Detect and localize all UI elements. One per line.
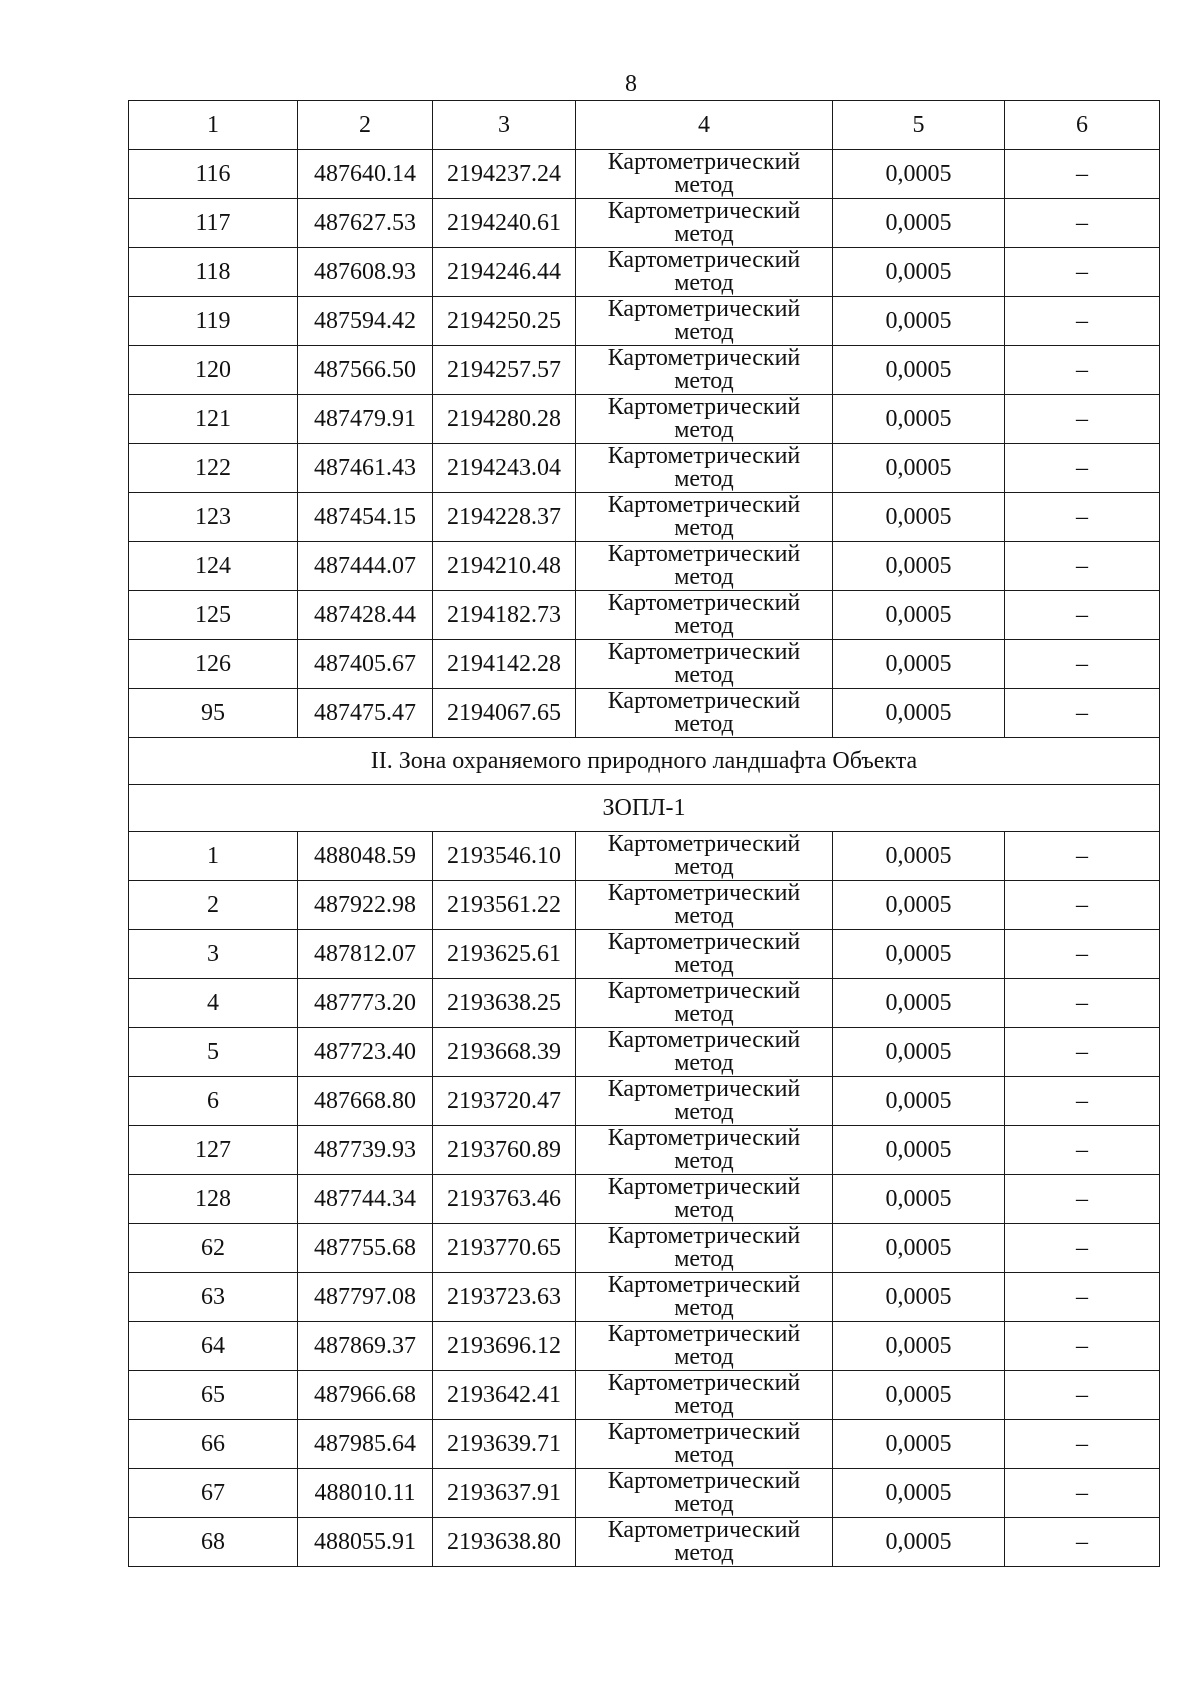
note-value: –: [1005, 881, 1160, 930]
method-line-2: метод: [674, 613, 734, 639]
point-number: 1: [129, 832, 298, 881]
coordinate-y: 2194243.04: [433, 444, 576, 493]
table-row: [129, 493, 1160, 542]
coordinate-y: 2193760.89: [433, 1126, 576, 1175]
table-row: [129, 689, 1160, 738]
table-row: [129, 1469, 1160, 1518]
coordinate-x: 487405.67: [298, 640, 433, 689]
method-cell: [576, 591, 833, 640]
method-line-1: Картометрический: [607, 639, 801, 665]
note-value: –: [1005, 346, 1160, 395]
note-value: –: [1005, 444, 1160, 493]
method-line-1: Картометрический: [607, 541, 801, 567]
coordinate-x: 487454.15: [298, 493, 433, 542]
method-cell: [576, 493, 833, 542]
accuracy-value: 0,0005: [833, 640, 1005, 689]
coordinate-y: 2194280.28: [433, 395, 576, 444]
table-row: [129, 640, 1160, 689]
method-line-2: метод: [674, 1050, 734, 1076]
note-value: –: [1005, 1469, 1160, 1518]
method-cell: [576, 1518, 833, 1567]
accuracy-value: 0,0005: [833, 591, 1005, 640]
method-line-2: метод: [674, 1540, 734, 1566]
method-cell: [576, 1175, 833, 1224]
table-row: [129, 930, 1160, 979]
coordinate-x: 488048.59: [298, 832, 433, 881]
point-number: 3: [129, 930, 298, 979]
point-number: 4: [129, 979, 298, 1028]
accuracy-value: 0,0005: [833, 297, 1005, 346]
point-number: 118: [129, 248, 298, 297]
coordinate-x: 487739.93: [298, 1126, 433, 1175]
coordinate-y: 2193638.80: [433, 1518, 576, 1567]
method-line-1: Картометрический: [607, 394, 801, 420]
method-line-2: метод: [674, 1344, 734, 1370]
accuracy-value: 0,0005: [833, 248, 1005, 297]
coordinate-x: 487475.47: [298, 689, 433, 738]
coordinate-x: 487966.68: [298, 1371, 433, 1420]
table-row: [129, 297, 1160, 346]
coordinate-x: 487627.53: [298, 199, 433, 248]
accuracy-value: 0,0005: [833, 1420, 1005, 1469]
table-header-row: [129, 101, 1160, 150]
method-line-2: метод: [674, 1442, 734, 1468]
accuracy-value: 0,0005: [833, 493, 1005, 542]
method-line-2: метод: [674, 952, 734, 978]
coordinate-x: 487428.44: [298, 591, 433, 640]
method-line-2: метод: [674, 417, 734, 443]
note-value: –: [1005, 1028, 1160, 1077]
coordinate-y: 2193723.63: [433, 1273, 576, 1322]
accuracy-value: 0,0005: [833, 689, 1005, 738]
table-row: [129, 1371, 1160, 1420]
note-value: –: [1005, 1273, 1160, 1322]
table-row: [129, 444, 1160, 493]
note-value: –: [1005, 1077, 1160, 1126]
coordinate-x: 487922.98: [298, 881, 433, 930]
coordinate-y: 2193546.10: [433, 832, 576, 881]
table-row: [129, 881, 1160, 930]
method-line-2: метод: [674, 368, 734, 394]
method-cell: [576, 689, 833, 738]
section-title-row: [129, 738, 1160, 785]
note-value: –: [1005, 1126, 1160, 1175]
accuracy-value: 0,0005: [833, 1126, 1005, 1175]
header-cell: 2: [298, 101, 433, 150]
method-line-1: Картометрический: [607, 1223, 801, 1249]
point-number: 5: [129, 1028, 298, 1077]
coordinate-y: 2193638.25: [433, 979, 576, 1028]
table-row: [129, 395, 1160, 444]
accuracy-value: 0,0005: [833, 444, 1005, 493]
accuracy-value: 0,0005: [833, 979, 1005, 1028]
coordinate-y: 2194246.44: [433, 248, 576, 297]
point-number: 117: [129, 199, 298, 248]
point-number: 127: [129, 1126, 298, 1175]
method-line-2: метод: [674, 1197, 734, 1223]
note-value: –: [1005, 395, 1160, 444]
point-number: 116: [129, 150, 298, 199]
point-number: 6: [129, 1077, 298, 1126]
accuracy-value: 0,0005: [833, 1518, 1005, 1567]
note-value: –: [1005, 1224, 1160, 1273]
note-value: –: [1005, 248, 1160, 297]
coordinate-x: 487744.34: [298, 1175, 433, 1224]
accuracy-value: 0,0005: [833, 1469, 1005, 1518]
coordinate-y: 2193763.46: [433, 1175, 576, 1224]
point-number: 2: [129, 881, 298, 930]
method-line-1: Картометрический: [607, 1076, 801, 1102]
coordinate-y: 2194210.48: [433, 542, 576, 591]
coordinate-y: 2194067.65: [433, 689, 576, 738]
method-cell: [576, 248, 833, 297]
method-line-2: метод: [674, 711, 734, 737]
note-value: –: [1005, 542, 1160, 591]
accuracy-value: 0,0005: [833, 150, 1005, 199]
coordinate-x: 487640.14: [298, 150, 433, 199]
method-line-2: метод: [674, 1148, 734, 1174]
method-line-2: метод: [674, 270, 734, 296]
coordinate-x: 487812.07: [298, 930, 433, 979]
coordinates-table: [128, 100, 1160, 1567]
method-line-2: метод: [674, 1393, 734, 1419]
table-row: [129, 1273, 1160, 1322]
coordinate-y: 2193668.39: [433, 1028, 576, 1077]
method-line-1: Картометрический: [607, 247, 801, 273]
coordinate-y: 2194142.28: [433, 640, 576, 689]
coordinate-y: 2194228.37: [433, 493, 576, 542]
method-line-1: Картометрический: [607, 198, 801, 224]
table-row: [129, 199, 1160, 248]
method-line-1: Картометрический: [607, 149, 801, 175]
table-row: [129, 542, 1160, 591]
note-value: –: [1005, 493, 1160, 542]
coordinate-y: 2193561.22: [433, 881, 576, 930]
table-row: [129, 1224, 1160, 1273]
point-number: 63: [129, 1273, 298, 1322]
method-line-1: Картометрический: [607, 296, 801, 322]
point-number: 121: [129, 395, 298, 444]
note-value: –: [1005, 832, 1160, 881]
method-cell: [576, 640, 833, 689]
method-cell: [576, 832, 833, 881]
method-cell: [576, 881, 833, 930]
method-cell: [576, 346, 833, 395]
note-value: –: [1005, 1371, 1160, 1420]
method-line-1: Картометрический: [607, 1027, 801, 1053]
method-line-1: Картометрический: [607, 590, 801, 616]
coordinate-x: 487668.80: [298, 1077, 433, 1126]
point-number: 128: [129, 1175, 298, 1224]
subsection-title: ЗОПЛ-1: [129, 785, 1160, 832]
method-cell: [576, 1126, 833, 1175]
note-value: –: [1005, 1420, 1160, 1469]
method-line-2: метод: [674, 564, 734, 590]
method-cell: [576, 1371, 833, 1420]
coordinate-x: 487755.68: [298, 1224, 433, 1273]
point-number: 65: [129, 1371, 298, 1420]
accuracy-value: 0,0005: [833, 1175, 1005, 1224]
method-line-1: Картометрический: [607, 929, 801, 955]
coordinate-x: 487608.93: [298, 248, 433, 297]
method-line-2: метод: [674, 319, 734, 345]
method-line-2: метод: [674, 466, 734, 492]
method-line-2: метод: [674, 1295, 734, 1321]
page-number: 8: [625, 71, 637, 97]
method-line-1: Картометрический: [607, 688, 801, 714]
point-number: 122: [129, 444, 298, 493]
coordinate-y: 2193625.61: [433, 930, 576, 979]
note-value: –: [1005, 297, 1160, 346]
method-cell: [576, 444, 833, 493]
method-line-1: Картометрический: [607, 1370, 801, 1396]
coordinate-y: 2193642.41: [433, 1371, 576, 1420]
coordinate-y: 2193639.71: [433, 1420, 576, 1469]
coordinate-x: 488010.11: [298, 1469, 433, 1518]
header-cell: 4: [576, 101, 833, 150]
table-row: [129, 979, 1160, 1028]
method-cell: [576, 979, 833, 1028]
method-cell: [576, 1420, 833, 1469]
method-line-1: Картометрический: [607, 1174, 801, 1200]
table-row: [129, 832, 1160, 881]
table-row: [129, 1028, 1160, 1077]
coordinate-x: 487594.42: [298, 297, 433, 346]
coordinate-x: 487444.07: [298, 542, 433, 591]
coordinate-y: 2194250.25: [433, 297, 576, 346]
method-line-1: Картометрический: [607, 1517, 801, 1543]
method-line-2: метод: [674, 662, 734, 688]
coordinate-x: 488055.91: [298, 1518, 433, 1567]
method-line-2: метод: [674, 1001, 734, 1027]
method-line-2: метод: [674, 854, 734, 880]
coordinate-y: 2193637.91: [433, 1469, 576, 1518]
method-line-2: метод: [674, 1491, 734, 1517]
accuracy-value: 0,0005: [833, 930, 1005, 979]
table-row: [129, 1322, 1160, 1371]
accuracy-value: 0,0005: [833, 1371, 1005, 1420]
note-value: –: [1005, 689, 1160, 738]
method-line-1: Картометрический: [607, 443, 801, 469]
coordinate-y: 2194257.57: [433, 346, 576, 395]
method-cell: [576, 1273, 833, 1322]
point-number: 62: [129, 1224, 298, 1273]
method-line-1: Картометрический: [607, 1125, 801, 1151]
accuracy-value: 0,0005: [833, 832, 1005, 881]
note-value: –: [1005, 1175, 1160, 1224]
note-value: –: [1005, 979, 1160, 1028]
method-line-1: Картометрический: [607, 1468, 801, 1494]
coordinate-x: 487797.08: [298, 1273, 433, 1322]
accuracy-value: 0,0005: [833, 542, 1005, 591]
coordinate-y: 2194240.61: [433, 199, 576, 248]
coordinate-y: 2193696.12: [433, 1322, 576, 1371]
note-value: –: [1005, 930, 1160, 979]
coordinate-y: 2193770.65: [433, 1224, 576, 1273]
note-value: –: [1005, 150, 1160, 199]
method-line-1: Картометрический: [607, 1272, 801, 1298]
coordinate-x: 487773.20: [298, 979, 433, 1028]
point-number: 95: [129, 689, 298, 738]
method-cell: [576, 1224, 833, 1273]
accuracy-value: 0,0005: [833, 1028, 1005, 1077]
method-line-2: метод: [674, 221, 734, 247]
method-cell: [576, 1322, 833, 1371]
table-row: [129, 346, 1160, 395]
method-cell: [576, 930, 833, 979]
point-number: 125: [129, 591, 298, 640]
point-number: 67: [129, 1469, 298, 1518]
table-row: [129, 1077, 1160, 1126]
subsection-title-row: [129, 785, 1160, 832]
accuracy-value: 0,0005: [833, 1077, 1005, 1126]
point-number: 123: [129, 493, 298, 542]
table-row: [129, 150, 1160, 199]
method-line-2: метод: [674, 515, 734, 541]
coordinate-x: 487479.91: [298, 395, 433, 444]
header-cell: 1: [129, 101, 298, 150]
method-line-2: метод: [674, 1099, 734, 1125]
accuracy-value: 0,0005: [833, 1224, 1005, 1273]
method-cell: [576, 1028, 833, 1077]
header-cell: 6: [1005, 101, 1160, 150]
accuracy-value: 0,0005: [833, 1322, 1005, 1371]
table-row: [129, 1518, 1160, 1567]
accuracy-value: 0,0005: [833, 346, 1005, 395]
accuracy-value: 0,0005: [833, 395, 1005, 444]
coordinate-x: 487723.40: [298, 1028, 433, 1077]
method-cell: [576, 199, 833, 248]
coordinate-y: 2193720.47: [433, 1077, 576, 1126]
accuracy-value: 0,0005: [833, 1273, 1005, 1322]
note-value: –: [1005, 591, 1160, 640]
method-cell: [576, 150, 833, 199]
coordinate-y: 2194237.24: [433, 150, 576, 199]
method-cell: [576, 542, 833, 591]
coordinate-x: 487566.50: [298, 346, 433, 395]
method-line-1: Картометрический: [607, 345, 801, 371]
point-number: 64: [129, 1322, 298, 1371]
method-cell: [576, 1469, 833, 1518]
method-line-1: Картометрический: [607, 1321, 801, 1347]
method-line-1: Картометрический: [607, 492, 801, 518]
accuracy-value: 0,0005: [833, 881, 1005, 930]
point-number: 68: [129, 1518, 298, 1567]
accuracy-value: 0,0005: [833, 199, 1005, 248]
coordinate-y: 2194182.73: [433, 591, 576, 640]
method-line-1: Картометрический: [607, 831, 801, 857]
note-value: –: [1005, 1322, 1160, 1371]
method-cell: [576, 395, 833, 444]
table-row: [129, 591, 1160, 640]
method-line-1: Картометрический: [607, 1419, 801, 1445]
coordinate-x: 487985.64: [298, 1420, 433, 1469]
table-row: [129, 1126, 1160, 1175]
coordinate-x: 487461.43: [298, 444, 433, 493]
point-number: 126: [129, 640, 298, 689]
table-row: [129, 248, 1160, 297]
note-value: –: [1005, 640, 1160, 689]
method-line-2: метод: [674, 903, 734, 929]
table-row: [129, 1420, 1160, 1469]
method-line-1: Картометрический: [607, 978, 801, 1004]
header-cell: 5: [833, 101, 1005, 150]
method-cell: [576, 1077, 833, 1126]
method-cell: [576, 297, 833, 346]
note-value: –: [1005, 1518, 1160, 1567]
point-number: 120: [129, 346, 298, 395]
table-row: [129, 1175, 1160, 1224]
method-line-1: Картометрический: [607, 880, 801, 906]
section-title: II. Зона охраняемого природного ландшафта Объекта: [129, 738, 1160, 785]
header-cell: 3: [433, 101, 576, 150]
point-number: 66: [129, 1420, 298, 1469]
note-value: –: [1005, 199, 1160, 248]
coordinate-x: 487869.37: [298, 1322, 433, 1371]
point-number: 124: [129, 542, 298, 591]
method-line-2: метод: [674, 172, 734, 198]
method-line-2: метод: [674, 1246, 734, 1272]
point-number: 119: [129, 297, 298, 346]
